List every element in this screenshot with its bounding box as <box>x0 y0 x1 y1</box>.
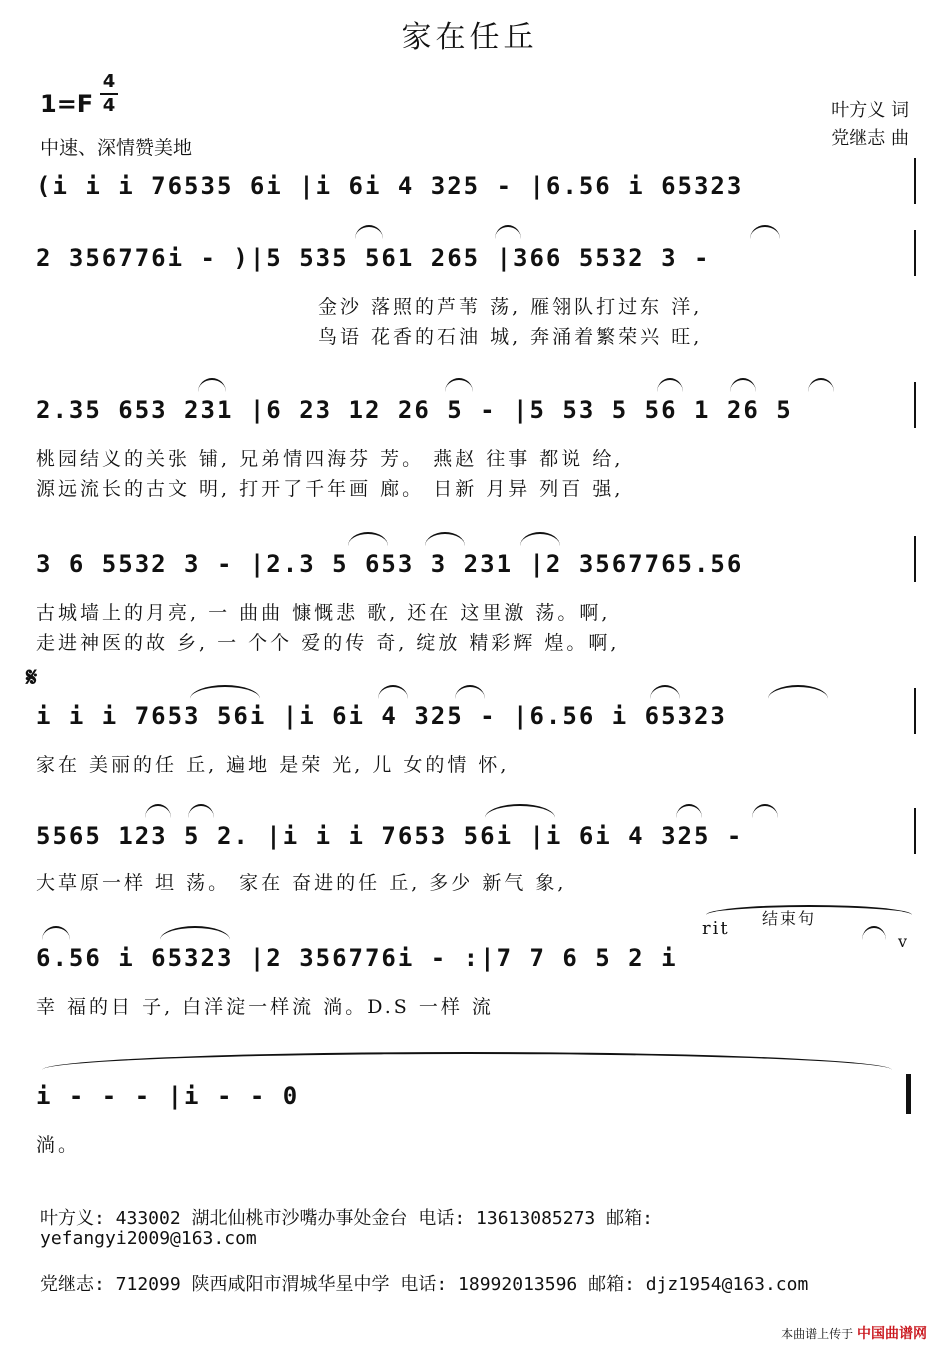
slur <box>768 685 828 699</box>
ending-marking: 结束句 <box>762 909 817 928</box>
slur <box>188 804 214 818</box>
lyric-line: 走进神医的故 乡, 一 个个 爱的传 奇, 绽放 精彩辉 煌。啊, <box>36 632 620 654</box>
lyric-line: 古城墙上的月亮, 一 曲曲 慷慨悲 歌, 还在 这里激 荡。啊, <box>36 602 611 624</box>
notes: i i i 7653 56i |i 6i 4 325 - |6.56 i 65323 <box>36 702 727 730</box>
slur <box>455 685 485 699</box>
lyric-line: 幸 福的日 子, 白洋淀一样流 淌。D.S 一样 流 <box>36 996 494 1018</box>
footer-line-1: 叶方义: 433002 湖北仙桃市沙嘴办事处金台 电话: 13613085273 邮箱: <box>40 1208 653 1229</box>
barline <box>914 382 916 428</box>
key-signature: 1=F <box>40 90 94 118</box>
slur <box>657 378 683 392</box>
lyric-line: 大草原一样 坦 荡。 家在 奋进的任 丘, 多少 新气 象, <box>36 872 567 894</box>
slur <box>445 378 473 392</box>
slur <box>190 685 260 699</box>
notes: 6.56 i 65323 |2 356776i - :|7 7 6 5 2 i <box>36 944 678 972</box>
barline <box>914 536 916 582</box>
breath-mark: v <box>898 932 910 951</box>
slur <box>808 378 834 392</box>
slur <box>750 225 780 239</box>
lyric-line: 源远流长的古文 明, 打开了千年画 廊。 日新 月异 列百 强, <box>36 478 624 500</box>
song-title: 家在任丘 <box>401 20 538 55</box>
notes: i - - - |i - - 0 <box>36 1082 300 1110</box>
notes: 2.35 653 231 |6 23 12 26 5 - |5 53 5 56 1 26 5 <box>36 396 793 424</box>
time-top: 4 <box>102 71 116 92</box>
notes: 5565 123 5 2. |i i i 7653 56i |i 6i 4 325 - <box>36 822 744 850</box>
rit-marking: rit <box>702 918 730 939</box>
upload-prefix: 本曲谱上传于 <box>781 1327 854 1341</box>
segno-sign: 𝄋 <box>26 663 38 693</box>
slur <box>520 532 560 546</box>
time-bottom: 4 <box>102 95 116 116</box>
notes: (i i i 76535 6i |i 6i 4 325 - |6.56 i 65323 <box>36 172 744 200</box>
slur <box>348 532 388 546</box>
score-row-4 <box>36 542 914 586</box>
notes: 3 6 5532 3 - |2.3 5 653 3 231 |2 3567765.56 <box>36 550 744 578</box>
slur <box>355 225 383 239</box>
slur <box>730 378 756 392</box>
lyric-line: 鸟语 花香的石油 城, 奔涌着繁荣兴 旺, <box>318 326 703 348</box>
composer: 党继志 曲 <box>831 128 909 149</box>
tempo-marking: 中速、深情赞美地 <box>40 137 193 159</box>
score-row-5 <box>36 694 914 738</box>
score-row-1 <box>36 164 914 208</box>
score-row-3 <box>36 388 914 432</box>
slur <box>160 926 230 940</box>
barline <box>914 158 916 204</box>
fermata-slur <box>862 926 886 940</box>
slur <box>198 378 226 392</box>
ending-bracket <box>706 905 912 915</box>
lyricist: 叶方义 词 <box>831 100 909 121</box>
final-barline <box>906 1074 911 1114</box>
slur <box>378 685 408 699</box>
lyric-line: 桃园结义的关张 铺, 兄弟情四海芬 芳。 燕赵 往事 都说 给, <box>36 448 624 470</box>
score-row-7 <box>36 936 914 980</box>
slur <box>425 532 465 546</box>
lyric-line: 淌。 <box>36 1134 81 1156</box>
slur <box>650 685 680 699</box>
slur <box>485 804 555 818</box>
slur <box>752 804 778 818</box>
barline <box>914 230 916 276</box>
long-tie <box>42 1052 892 1070</box>
score-row-6 <box>36 814 914 858</box>
time-signature <box>100 72 118 116</box>
lyric-line: 金沙 落照的芦苇 荡, 雁翎队打过东 洋, <box>318 296 703 318</box>
score-row-8 <box>36 1074 914 1118</box>
slur <box>42 926 70 940</box>
site-logo-text[interactable]: 中国曲谱网 <box>857 1326 927 1342</box>
slur <box>676 804 702 818</box>
slur <box>145 804 171 818</box>
notes: 2 356776i - )|5 535 561 265 |366 5532 3 - <box>36 244 711 272</box>
footer-line-3: 党继志: 712099 陕西咸阳市渭城华星中学 电话: 18992013596 邮箱: djz1954@163.com <box>40 1274 809 1295</box>
footer-line-2: yefangyi2009@163.com <box>40 1228 257 1249</box>
upload-credit <box>781 1323 927 1343</box>
slur <box>495 225 521 239</box>
credits <box>831 97 909 153</box>
lyric-line: 家在 美丽的任 丘, 遍地 是荣 光, 儿 女的情 怀, <box>36 754 510 776</box>
barline <box>914 688 916 734</box>
barline <box>914 808 916 854</box>
score-row-2 <box>36 236 914 280</box>
